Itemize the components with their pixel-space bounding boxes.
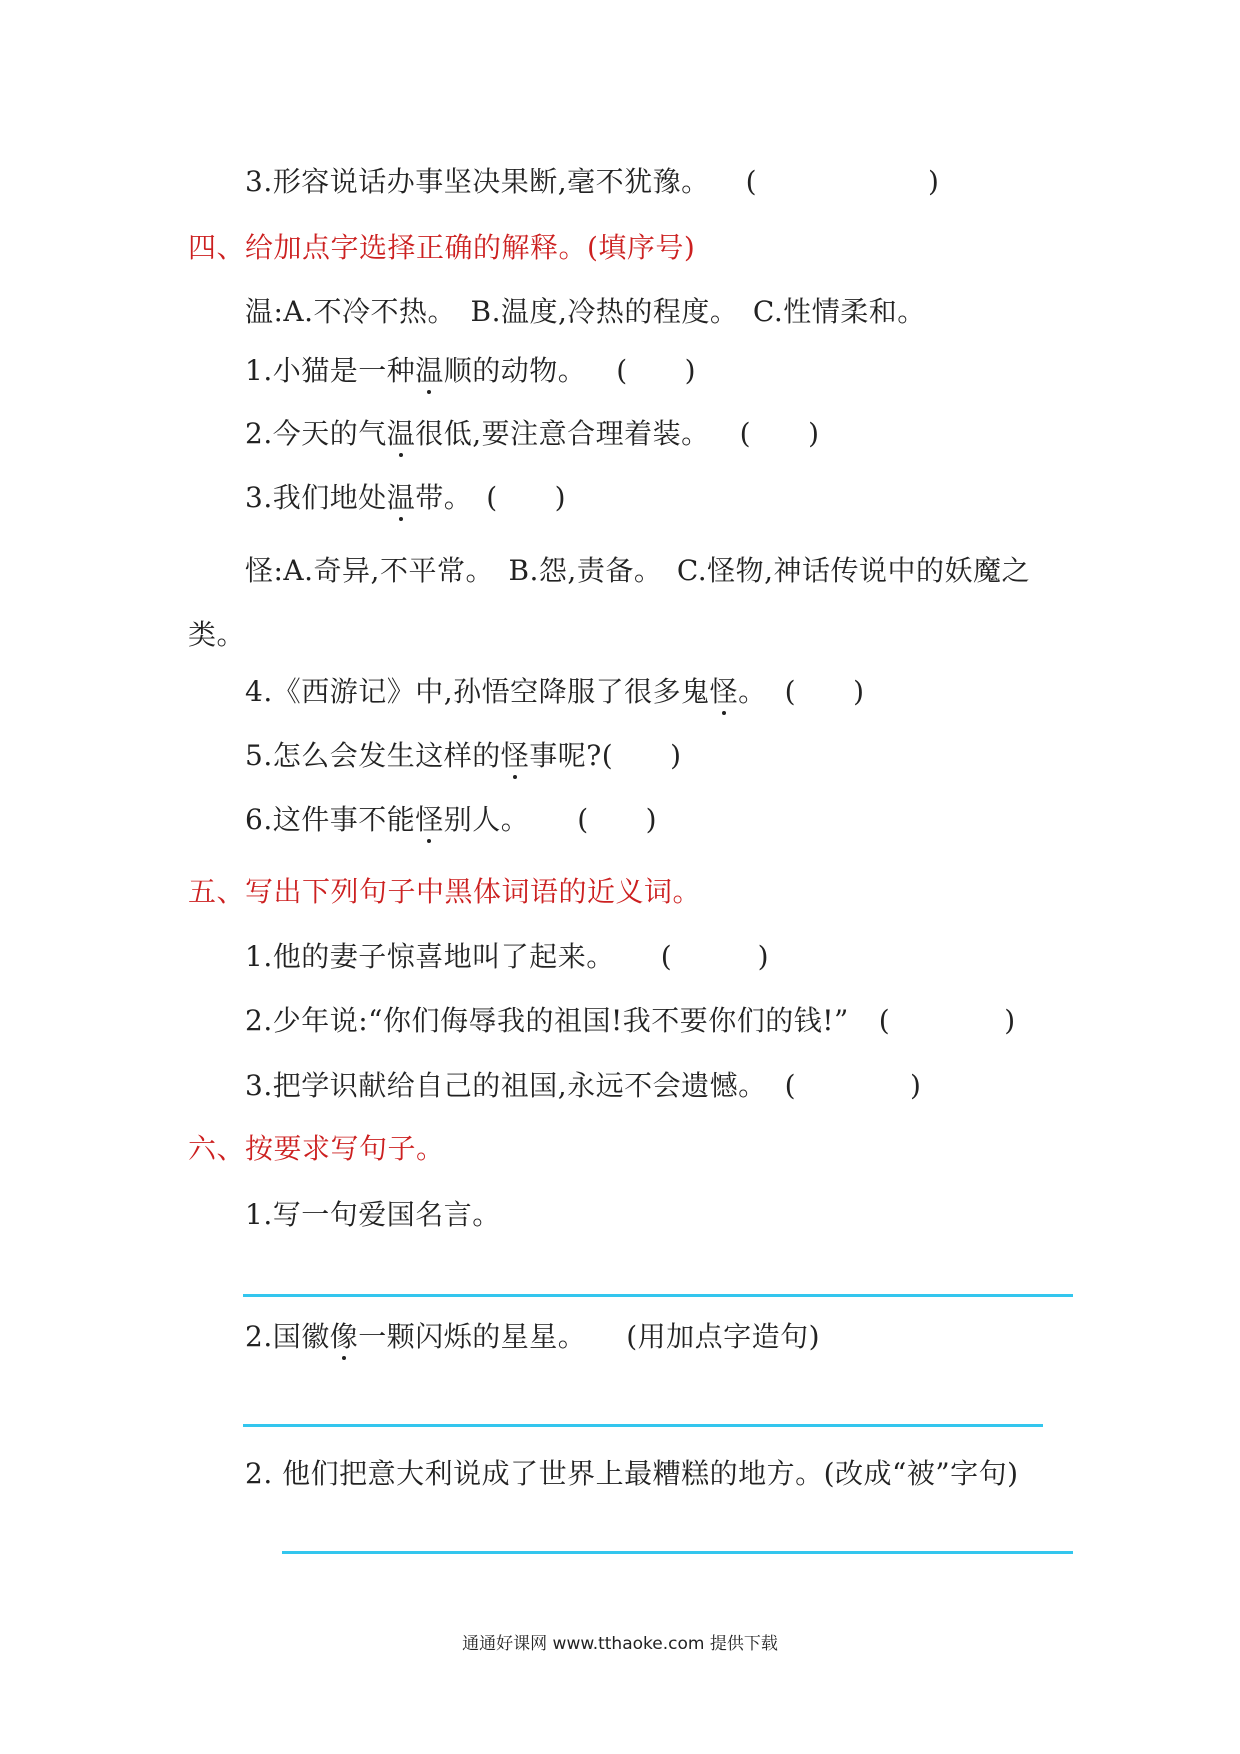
question-6-2: 2.国徽像一颗闪烁的星星。 (用加点字造句): [245, 1317, 820, 1357]
page-footer: 通通好课网 www.tthaoke.com 提供下载: [462, 1634, 778, 1654]
question-4-6: 6.这件事不能怪别人。 ( ): [245, 800, 657, 840]
question-5-1: 1.他的妻子惊喜地叫了起来。 ( ): [245, 937, 769, 977]
answer-blank[interactable]: ( ): [601, 739, 682, 772]
question-6-3: 2. 他们把意大利说成了世界上最糟糕的地方。(改成“被”字句): [245, 1457, 1019, 1490]
question-5-2: 2.少年说:“你们侮辱我的祖国!我不要你们的钱!” ( ): [245, 1001, 1016, 1041]
question-4-1: 1.小猫是一种温顺的动物。 ( ): [245, 351, 696, 391]
question-4-4: 4.《西游记》中,孙悟空降服了很多鬼怪。 ( ): [245, 672, 865, 712]
question-text: 3.形容说话办事坚决果断,毫不犹豫。: [245, 165, 710, 198]
answer-line[interactable]: [243, 1424, 1043, 1427]
instruction-note: (用加点字造句): [626, 1320, 821, 1353]
question-4-3: 3.我们地处温带。 ( ): [245, 478, 566, 518]
section-4-heading: 四、给加点字选择正确的解释。(填序号): [188, 231, 696, 264]
definition-guai-continued: 类。: [188, 618, 246, 651]
section-5-heading: 五、写出下列句子中黑体词语的近义词。: [188, 875, 702, 908]
question-6-1: 1.写一句爱国名言。: [245, 1198, 501, 1231]
answer-line[interactable]: [243, 1294, 1073, 1297]
answer-blank[interactable]: ( ): [739, 417, 820, 450]
dotted-character: 怪: [501, 736, 530, 776]
dotted-character: 怪: [415, 800, 444, 840]
question-4-5: 5.怎么会发生这样的怪事呢?( ): [245, 736, 682, 776]
dotted-character: 温: [387, 478, 416, 518]
dotted-character: 怪: [710, 672, 739, 712]
question-3-3: [245, 162, 939, 202]
answer-blank[interactable]: ( ): [616, 354, 697, 387]
answer-blank[interactable]: ( ): [784, 1069, 922, 1102]
definition-guai: 怪:A.奇异,不平常。 B.怨,责备。 C.怪物,神话传说中的妖魔之: [245, 554, 1031, 587]
section-6-heading: 六、按要求写句子。: [188, 1132, 445, 1165]
answer-blank[interactable]: ( ): [486, 481, 567, 514]
question-5-3: 3.把学识献给自己的祖国,永远不会遗憾。 ( ): [245, 1066, 921, 1106]
definition-wen: 温:A.不冷不热。 B.温度,冷热的程度。 C.性情柔和。: [245, 295, 926, 328]
dotted-character: 温: [415, 351, 444, 391]
answer-blank[interactable]: ( ): [660, 940, 770, 973]
answer-blank[interactable]: ( ): [577, 803, 658, 836]
dotted-character: 温: [387, 414, 416, 454]
answer-blank[interactable]: ( ): [745, 165, 940, 198]
answer-line[interactable]: [282, 1551, 1073, 1554]
answer-blank[interactable]: ( ): [878, 1004, 1016, 1037]
answer-blank[interactable]: ( ): [784, 675, 865, 708]
question-4-2: 2.今天的气温很低,要注意合理着装。 ( ): [245, 414, 820, 454]
dotted-character: 像: [330, 1317, 359, 1357]
